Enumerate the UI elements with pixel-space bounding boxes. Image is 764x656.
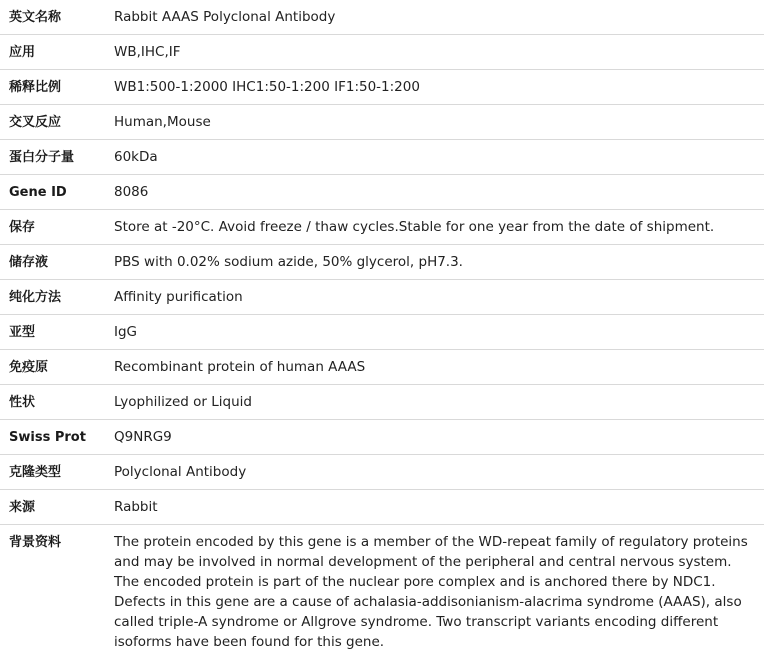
spec-value: Lyophilized or Liquid <box>114 394 252 410</box>
spec-value: Human,Mouse <box>114 114 211 130</box>
spec-label: 应用 <box>9 45 36 60</box>
spec-row-host <box>0 490 764 525</box>
spec-row-molecular-weight <box>0 140 764 175</box>
spec-value: 8086 <box>114 184 149 200</box>
spec-label: 克隆类型 <box>9 465 62 480</box>
spec-label: Gene ID <box>9 185 67 200</box>
spec-value: Store at -20°C. Avoid freeze / thaw cycles.Stable for one year from the date of shipment. <box>114 219 715 235</box>
spec-label: 背景资料 <box>9 535 62 550</box>
spec-row-storage <box>0 210 764 245</box>
spec-row-buffer <box>0 245 764 280</box>
spec-row-purification <box>0 280 764 315</box>
spec-row-form <box>0 385 764 420</box>
spec-label: 储存液 <box>9 255 49 270</box>
spec-row-swiss-prot <box>0 420 764 455</box>
spec-value: PBS with 0.02% sodium azide, 50% glycerol, pH7.3. <box>114 254 463 270</box>
spec-row-dilution <box>0 70 764 105</box>
spec-value: 60kDa <box>114 149 158 165</box>
spec-row-isotype <box>0 315 764 350</box>
spec-row-gene-id <box>0 175 764 210</box>
spec-value: IgG <box>114 324 138 340</box>
spec-row-clonality <box>0 455 764 490</box>
spec-value: Polyclonal Antibody <box>114 464 247 480</box>
spec-value: WB1:500-1:2000 IHC1:50-1:200 IF1:50-1:200 <box>114 79 420 95</box>
spec-label: 稀释比例 <box>9 80 62 95</box>
spec-value: WB,IHC,IF <box>114 44 181 60</box>
spec-label: 纯化方法 <box>9 290 62 305</box>
spec-value: Affinity purification <box>114 289 243 305</box>
spec-row-immunogen <box>0 350 764 385</box>
spec-row-english-name <box>0 0 764 35</box>
spec-label: 来源 <box>9 500 36 515</box>
spec-label: 英文名称 <box>9 10 62 25</box>
spec-row-application <box>0 35 764 70</box>
spec-label: 蛋白分子量 <box>9 150 75 165</box>
spec-value: Recombinant protein of human AAAS <box>114 359 366 375</box>
spec-label: 亚型 <box>9 325 36 340</box>
spec-label: 免疫原 <box>9 360 49 375</box>
spec-row-background <box>0 525 764 656</box>
spec-label: Swiss Prot <box>9 430 86 445</box>
spec-row-reactivity <box>0 105 764 140</box>
spec-value-background: The protein encoded by this gene is a member of the WD-repeat family of regulatory proteins and may be involved in normal development of the peripheral and central nervous system. The encoded protein is part of the nuclear pore complex and is anchored there by NDC1. Defects in this gene are a cause of achalasia-addisonianism-alacrima syndrome (AAAS), also called triple-A syndrome or Allgrove syndrome. Two transcript variants encoding different isoforms have been found for this gene. <box>114 534 748 650</box>
spec-label: 保存 <box>9 220 36 235</box>
spec-label: 性状 <box>9 395 36 410</box>
spec-value: Rabbit <box>114 499 158 515</box>
spec-value: Rabbit AAAS Polyclonal Antibody <box>114 9 336 25</box>
spec-label: 交叉反应 <box>9 115 62 130</box>
spec-value: Q9NRG9 <box>114 429 172 445</box>
